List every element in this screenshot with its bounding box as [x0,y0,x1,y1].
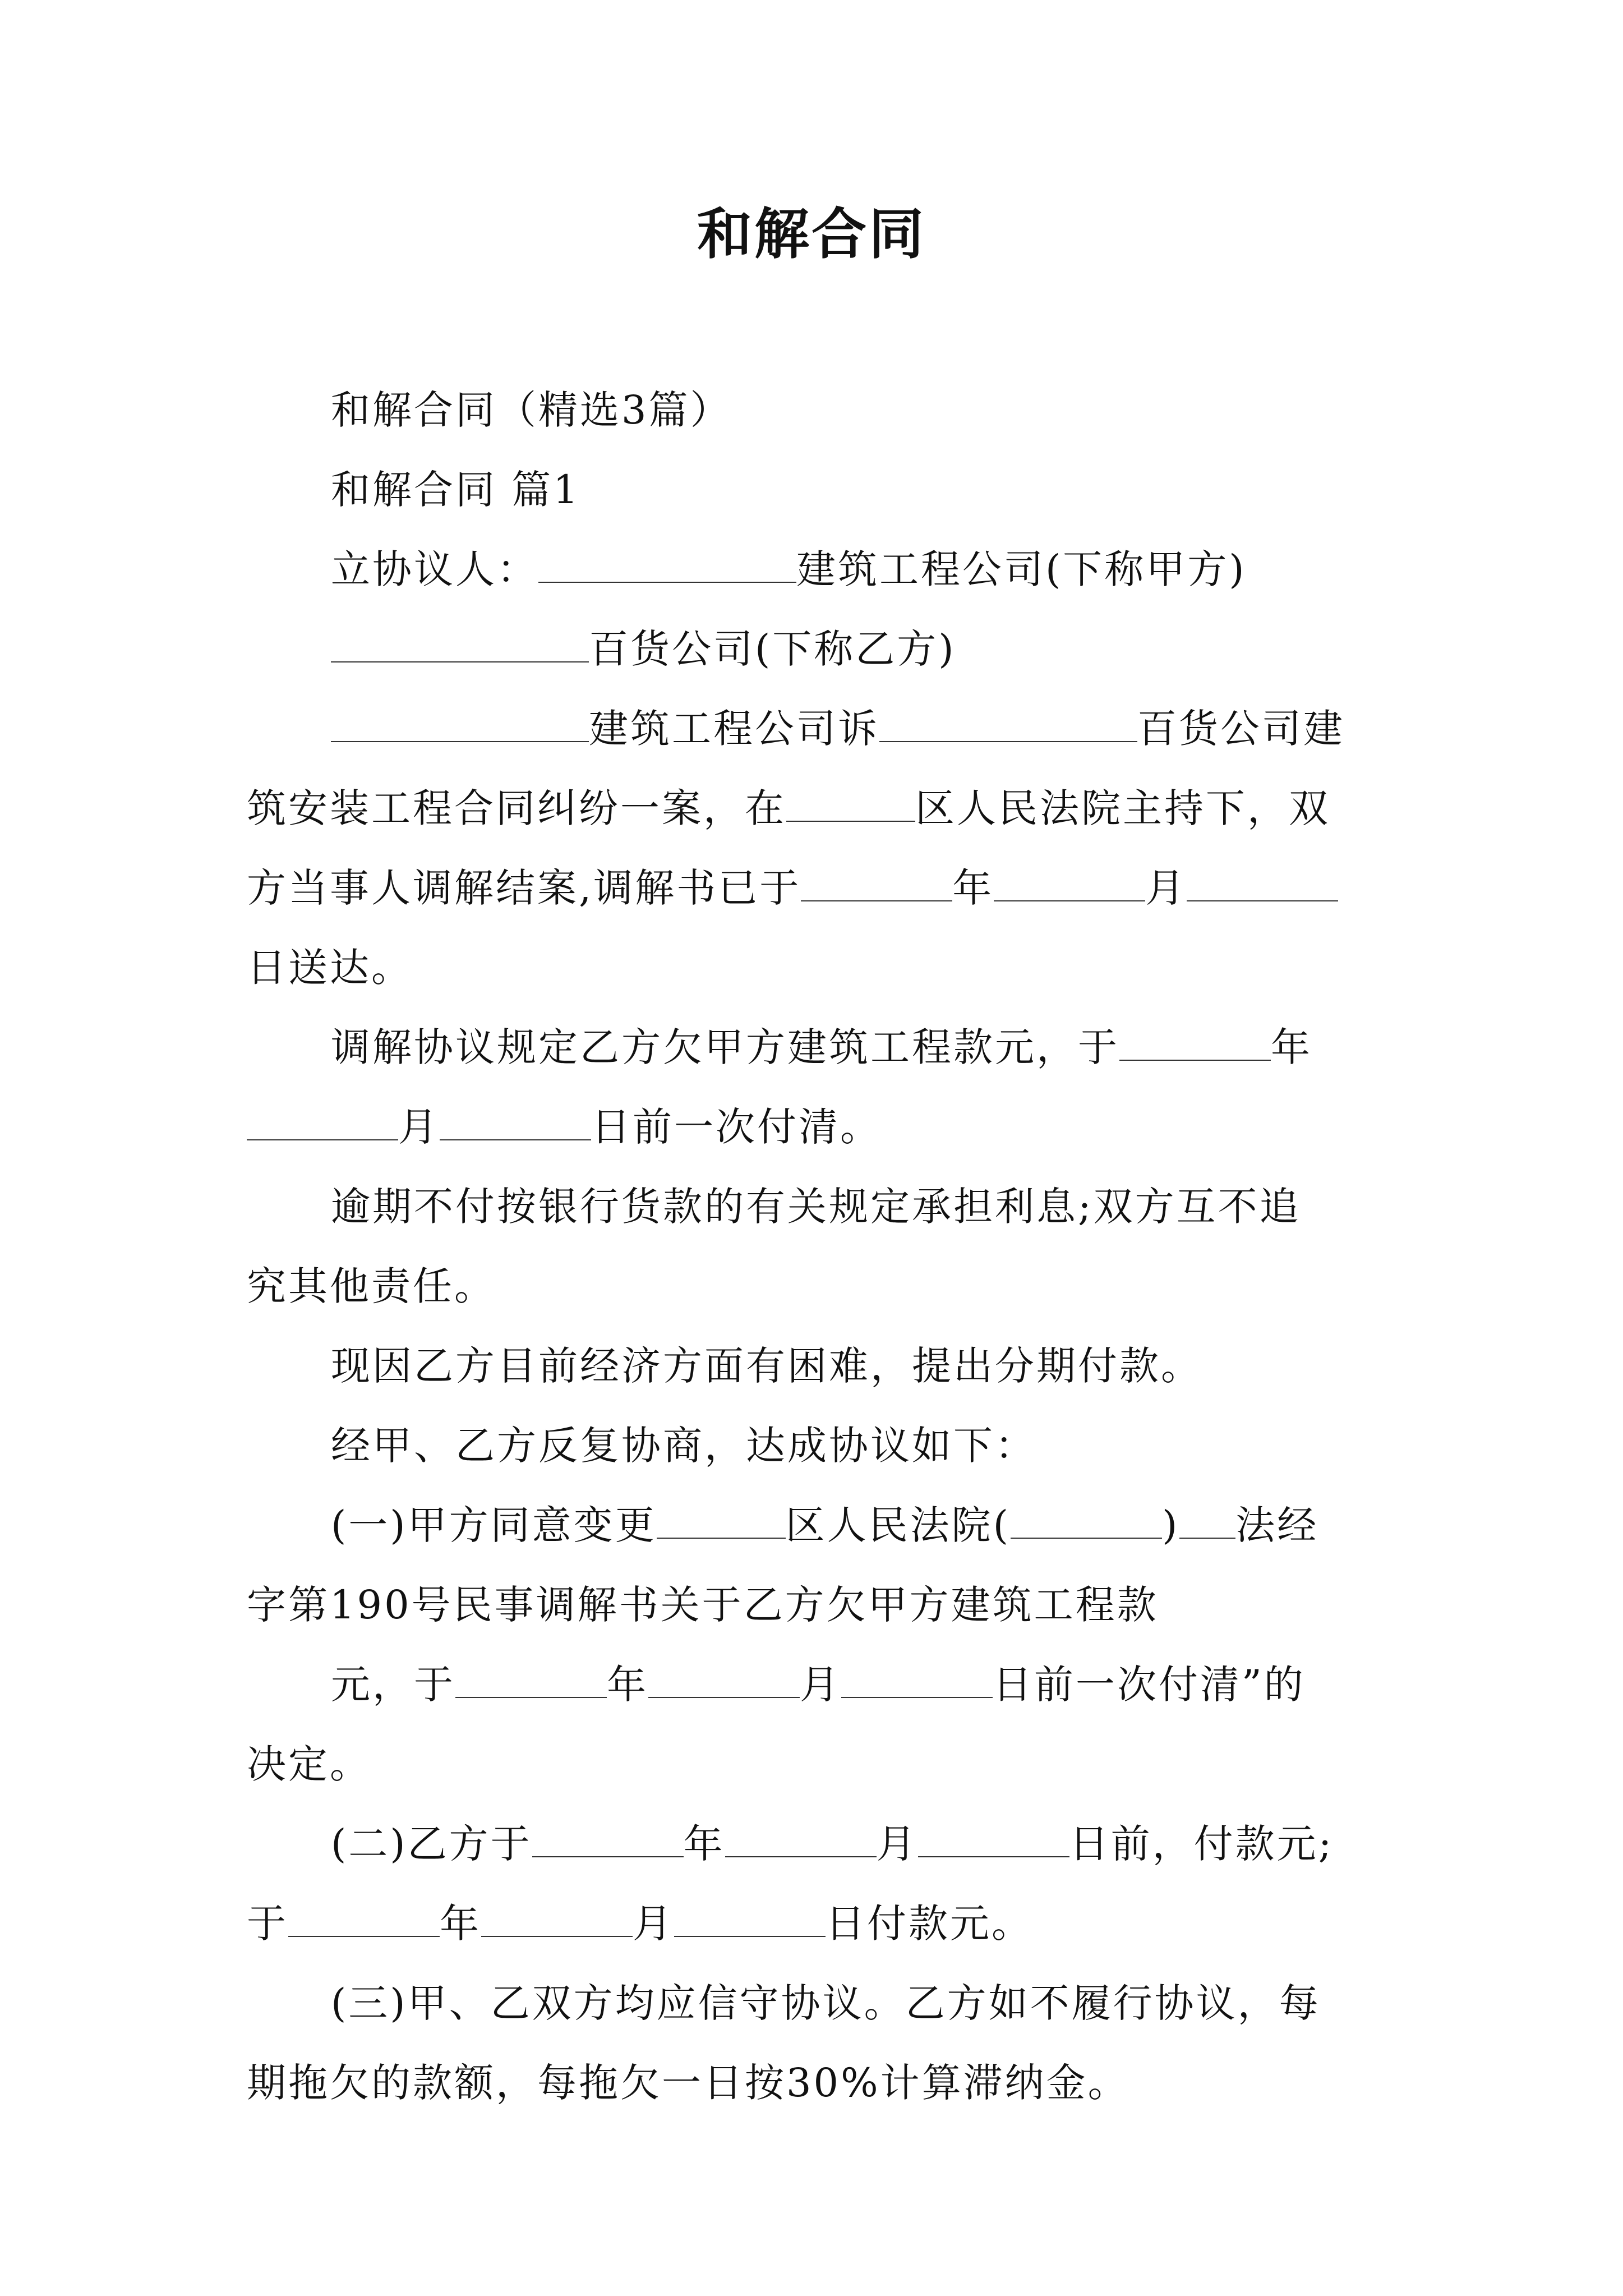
line-text: 期拖欠的款额，每拖欠一日按30%计算滞纳金。 [247,2060,1129,2106]
line-text: 月 [800,1662,841,1708]
line-text: (二)乙方于 [331,1821,532,1867]
paragraph-line [247,1326,1374,1406]
paragraph-line [247,769,1374,848]
line-text: 区人民法院( [785,1502,1011,1548]
line-text: 建筑工程公司(下称甲方) [796,546,1247,592]
fill-in-blank [725,1851,877,1857]
paragraph-line [247,370,1374,450]
paragraph-line [247,609,1374,689]
line-text: 决定。 [247,1741,371,1787]
fill-in-blank [841,1691,993,1698]
paragraph-line [247,1007,1374,1087]
fill-in-blank [247,1134,398,1140]
paragraph-line [247,848,1374,928]
fill-in-blank [538,576,796,583]
line-text: 月 [398,1104,440,1150]
paragraph-line [247,450,1374,530]
fill-in-blank [786,815,915,822]
fill-in-blank [331,656,589,662]
paragraph-line [247,928,1374,1007]
fill-in-blank [918,1851,1069,1857]
line-text: 立协议人： [331,546,538,592]
line-text: 日付款元。 [826,1901,1033,1947]
line-text: 现因乙方目前经济方面有困难，提出分期付款。 [331,1343,1202,1389]
line-text: 筑安装工程合同纠纷一案，在 [247,785,786,831]
fill-in-blank [879,735,1137,742]
fill-in-blank [674,1930,826,1937]
paragraph-line [247,1406,1374,1485]
line-text: 和解合同（精选3篇） [331,387,732,433]
fill-in-blank [657,1532,786,1539]
fill-in-blank [994,895,1145,901]
fill-in-blank [1187,895,1338,901]
line-text: 建筑工程公司诉 [589,706,879,752]
fill-in-blank [648,1691,800,1698]
line-text: 调解协议规定乙方欠甲方建筑工程款元，于 [331,1024,1119,1070]
fill-in-blank [288,1930,440,1937]
line-text: 逾期不付按银行货款的有关规定承担利息;双方互不追 [331,1184,1301,1230]
paragraph-line [247,1804,1374,1884]
fill-in-blank [532,1851,684,1857]
fill-in-blank [481,1930,633,1937]
line-text: 日前一次付清。 [591,1104,882,1150]
line-text: 年 [1271,1024,1312,1070]
paragraph-line [247,1485,1374,1565]
line-text: 百货公司建 [1137,706,1345,752]
line-text: 经甲、乙方反复协商，达成协议如下： [331,1423,1036,1469]
paragraph-line [247,1884,1374,1963]
line-text: 日送达。 [247,945,413,991]
document-body [247,370,1374,2123]
paragraph-line [247,689,1374,769]
fill-in-blank [455,1691,607,1698]
paragraph-line [247,1565,1374,1645]
line-text: 年 [952,865,994,911]
line-text: 区人民法院主持下，双 [915,785,1330,831]
line-text: (三)甲、乙双方均应信守协议。乙方如不履行协议，每 [331,1980,1321,2026]
paragraph-line [247,1963,1374,2043]
line-text: 字第190号民事调解书关于乙方欠甲方建筑工程款 [247,1582,1159,1628]
paragraph-line [247,1246,1374,1326]
paragraph-line [247,530,1374,609]
paragraph-line [247,2043,1374,2123]
line-text: 方当事人调解结案,调解书已于 [247,865,801,911]
line-text: 日前一次付清”的 [993,1662,1306,1708]
paragraph-line [247,1087,1374,1167]
fill-in-blank [801,895,952,901]
paragraph-line [247,1645,1374,1724]
fill-in-blank [440,1134,591,1140]
line-text: 年 [607,1662,648,1708]
line-text: (一)甲方同意变更 [331,1502,657,1548]
line-text: 月 [1145,865,1187,911]
line-text: 元，于 [331,1662,455,1708]
paragraph-line [247,1167,1374,1246]
line-text: 于 [247,1901,288,1947]
line-text: 月 [633,1901,674,1947]
line-text: 百货公司(下称乙方) [589,626,956,672]
line-text: 月 [876,1821,918,1867]
line-text: 日前，付款元; [1069,1821,1334,1867]
line-text: 究其他责任。 [247,1263,496,1309]
document-title: 和解合同 [697,202,926,266]
line-text: 年 [683,1821,725,1867]
line-text: ) [1161,1502,1180,1548]
line-text: 法经 [1235,1502,1319,1548]
fill-in-blank [1179,1532,1235,1539]
paragraph-line [247,1724,1374,1804]
line-text: 和解合同 篇1 [331,467,580,513]
fill-in-blank [1011,1532,1162,1539]
line-text: 年 [440,1901,481,1947]
fill-in-blank [1119,1054,1271,1061]
fill-in-blank [331,735,589,742]
